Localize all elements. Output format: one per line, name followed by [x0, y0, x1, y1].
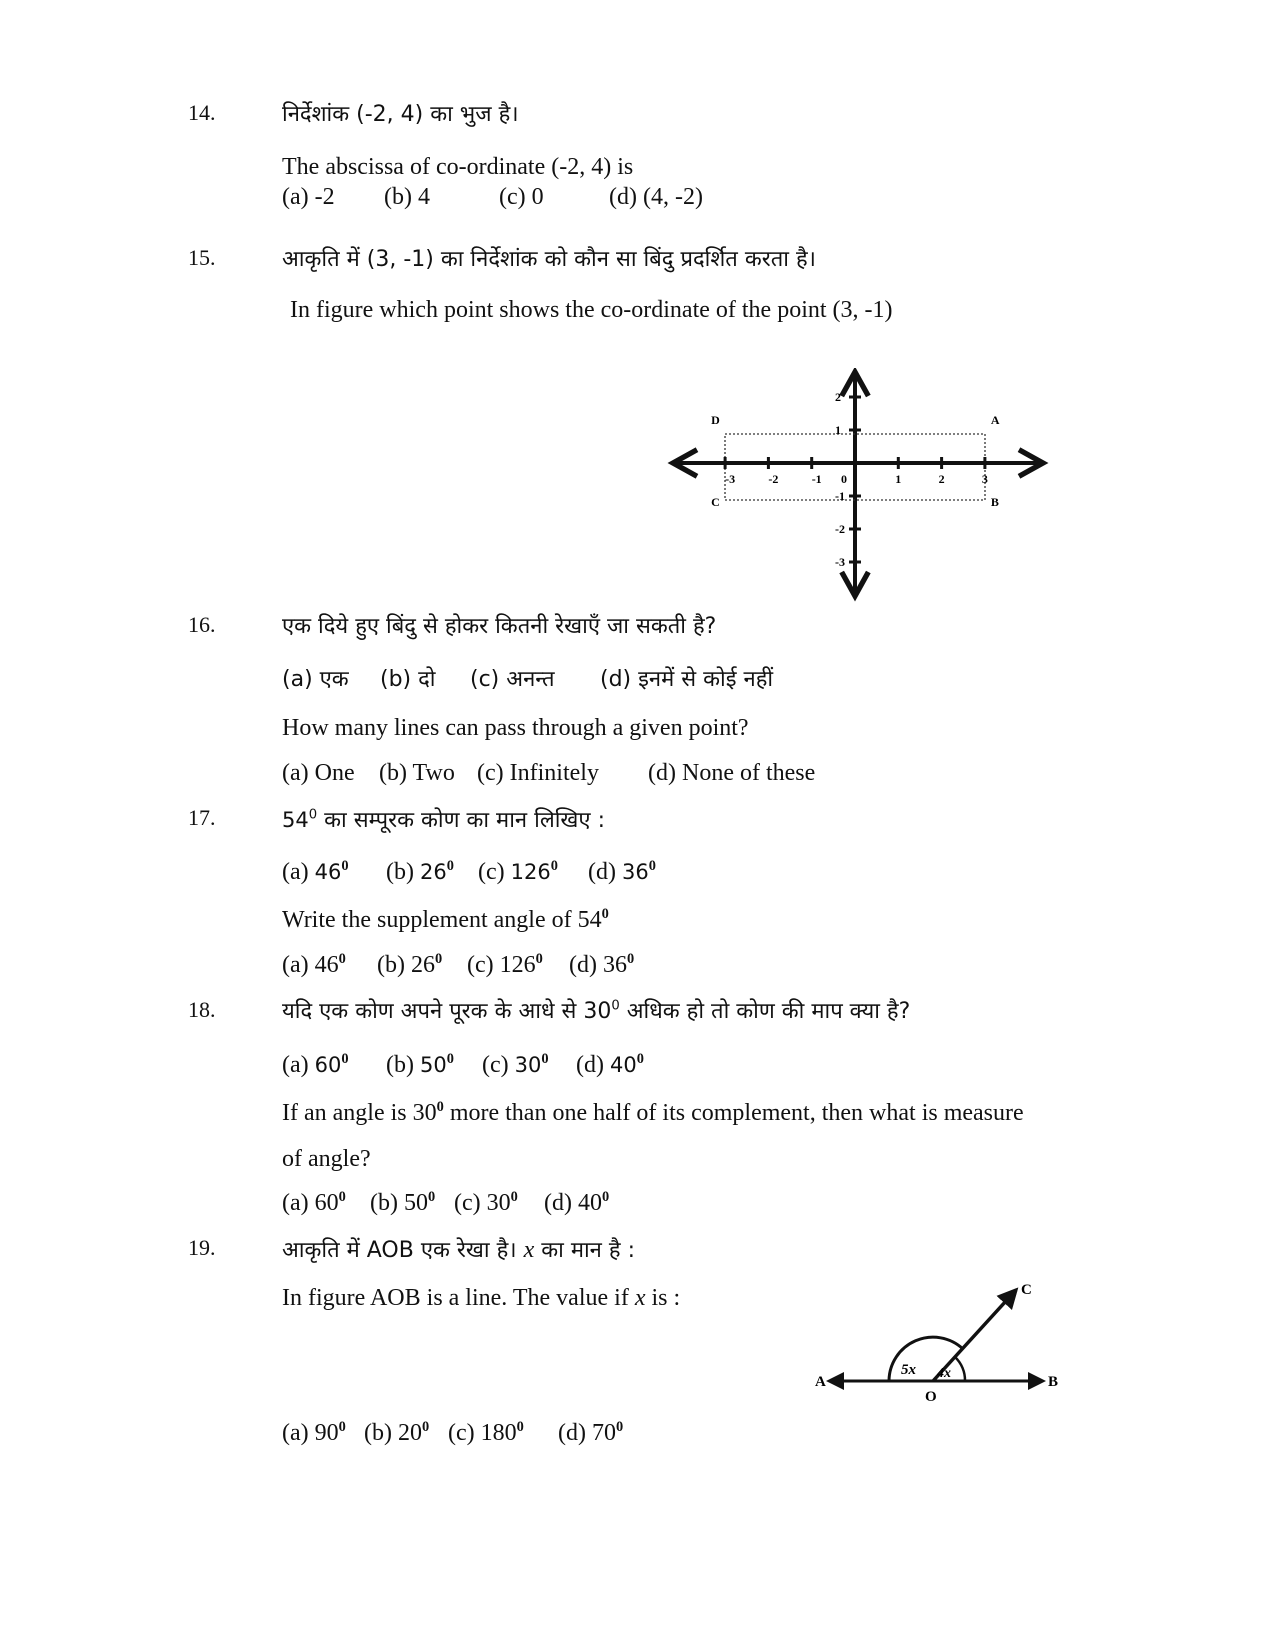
q19-english-suffix: is : [645, 1285, 681, 1311]
question-number-18: 18. [188, 997, 216, 1022]
point-label-c: C [1021, 1282, 1032, 1298]
q16-hindi-option-b: (b) दो [380, 667, 436, 692]
q18-hindi-option-a: (a) $60^0$ [282, 1051, 349, 1078]
q18-option-a: (a) $60^0$ [282, 1189, 346, 1216]
x-tick-label: -3 [725, 472, 736, 486]
point-label-a: A [815, 1374, 826, 1390]
q18-english-prefix: If an angle is 30 [282, 1100, 437, 1126]
angle-label-5x: 5x [901, 1362, 916, 1378]
question-number-16: 16. [188, 612, 216, 637]
q19-english-prefix: In figure AOB is a line. The value if [282, 1285, 635, 1311]
point-label-b: B [1048, 1374, 1059, 1390]
q19-english-variable: x [634, 1285, 646, 1311]
point-label-b: B [990, 495, 999, 509]
q17-hindi-option-b: (b) $26^0$ [386, 858, 454, 885]
q16-english-text: How many lines can pass through a given point? [282, 715, 749, 741]
q17-hindi-option-c: (c) $126^0$ [478, 858, 558, 885]
q19-hindi-text [282, 1235, 635, 1266]
x-tick-label: 3 [981, 472, 988, 486]
q18-english-line2: of angle? [282, 1146, 371, 1172]
q17-hindi-options [282, 857, 656, 887]
q17-option-a: (a) $46^0$ [282, 951, 346, 978]
q19-english-text [282, 1283, 680, 1313]
q16-option-a: (a) One [282, 760, 355, 786]
q18-english-text [282, 1098, 1024, 1128]
q19-hindi-suffix: का मान है : [534, 1238, 635, 1263]
q18-options [282, 1188, 609, 1218]
q16-hindi-option-c: (c) अनन्त [470, 667, 555, 692]
q14-options [282, 182, 703, 212]
q17-hindi-degree: 0 [308, 807, 318, 823]
q17-hindi-suffix: का सम्पूरक कोण का मान लिखिए : [317, 808, 605, 833]
q18-hindi-option-b: (b) $50^0$ [386, 1051, 454, 1078]
q18-hindi-option-d: (d) $40^0$ [576, 1051, 644, 1078]
q14-option-a: (a) -2 [282, 184, 335, 210]
q18-option-c: (c) $30^0$ [454, 1189, 518, 1216]
point-label-o: O [925, 1389, 937, 1405]
q16-hindi-text: एक दिये हुए बिंदु से होकर कितनी रेखाएँ जा सकती है? [282, 614, 717, 639]
q18-hindi-text [282, 997, 910, 1027]
x-tick-label: -2 [768, 472, 779, 486]
q19-options [282, 1418, 623, 1448]
y-tick-label: -1 [835, 489, 845, 503]
q15-hindi-text: आकृति में (3, -1) का निर्देशांक को कौन सा बिंदु प्रदर्शित करता है। [282, 247, 816, 272]
q17-option-c: (c) $126^0$ [467, 951, 543, 978]
q14-option-b: (b) 4 [384, 184, 430, 210]
q16-hindi-option-a: (a) एक [282, 667, 349, 692]
q17-options [282, 950, 634, 980]
q19-option-b: (b) $20^0$ [364, 1419, 430, 1446]
q16-option-b: (b) Two [379, 760, 455, 786]
q15-english-text: In figure which point shows the co-ordinate of the point (3, -1) [290, 297, 893, 323]
question-number-15: 15. [188, 245, 216, 270]
question-number-17: 17. [188, 805, 216, 830]
q19-option-c: (c) $180^0$ [448, 1419, 524, 1446]
q14-option-d: (d) (4, -2) [609, 184, 703, 210]
q18-hindi-suffix: अधिक हो तो कोण की माप क्या है? [619, 999, 911, 1024]
x-tick-label: -1 [811, 472, 822, 486]
q18-option-d: (d) $40^0$ [544, 1189, 610, 1216]
q14-hindi-text: निर्देशांक (-2, 4) का भुज है। [282, 102, 519, 127]
q17-hindi-option-d: (d) $36^0$ [588, 858, 656, 885]
q19-option-d: (d) $70^0$ [558, 1419, 624, 1446]
q18-hindi-prefix: यदि एक कोण अपने पूरक के आधे से 30 [282, 999, 612, 1024]
q18-hindi-options [282, 1050, 644, 1080]
angle-arc-4x [955, 1357, 965, 1381]
x-tick-label: 2 [938, 472, 945, 486]
q18-hindi-option-c: (c) $30^0$ [482, 1051, 549, 1078]
q17-english-prefix: Write the supplement angle of 54 [282, 907, 602, 933]
q16-options [282, 758, 815, 788]
y-tick-label: 1 [835, 423, 841, 437]
q17-option-d: (d) $36^0$ [569, 951, 635, 978]
q17-english-text [282, 905, 609, 935]
q17-hindi-text [282, 805, 605, 836]
coordinate-plane-figure [665, 368, 1065, 604]
q17-hindi-angle: 54 [282, 808, 309, 832]
x-tick-label: 1 [895, 472, 902, 486]
y-tick-label: -2 [835, 522, 845, 536]
q18-option-b: (b) $50^0$ [370, 1189, 436, 1216]
q16-hindi-options [282, 665, 773, 695]
q18-hindi-degree: 0 [611, 998, 620, 1014]
question-number-14: 14. [188, 100, 216, 125]
q17-hindi-option-a: (a) $46^0$ [282, 858, 349, 885]
q16-option-d: (d) None of these [648, 760, 816, 786]
q14-english-text: The abscissa of co-ordinate (-2, 4) is [282, 154, 634, 180]
q17-option-b: (b) $26^0$ [377, 951, 443, 978]
q14-option-c: (c) 0 [499, 184, 544, 210]
y-tick-label: -3 [835, 555, 845, 569]
q17-english-degree: 0 [601, 906, 609, 922]
question-number-19: 19. [188, 1235, 216, 1260]
angle-label-4x: 4x [937, 1366, 951, 1381]
q16-option-c: (c) Infinitely [477, 760, 599, 786]
q16-hindi-option-d: (d) इनमें से कोई नहीं [600, 667, 774, 692]
q18-english-degree: 0 [436, 1099, 444, 1115]
q19-option-a: (a) $90^0$ [282, 1419, 346, 1446]
q18-english-suffix: more than one half of its complement, then what is measure [443, 1100, 1024, 1126]
q19-hindi-variable: x [523, 1237, 535, 1263]
point-label-d: D [711, 413, 720, 427]
x-tick-label: 0 [841, 472, 847, 486]
q19-hindi-prefix: आकृति में AOB एक रेखा है। [282, 1238, 524, 1263]
angle-line-figure [815, 1278, 1075, 1410]
point-label-a: A [990, 413, 1000, 427]
y-tick-label: 2 [835, 390, 841, 404]
point-label-c: C [711, 495, 720, 509]
